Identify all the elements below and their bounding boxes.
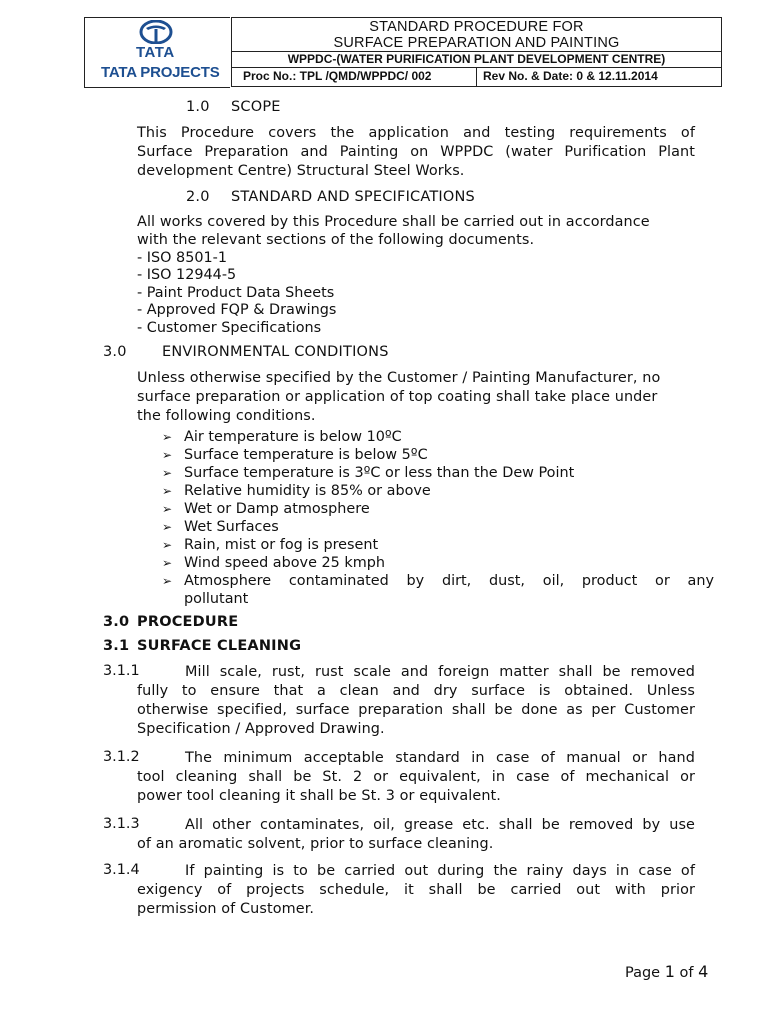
document-subtitle: WPPDC-(WATER PURIFICATION PLANT DEVELOPMENT CENTRE)	[287, 52, 666, 66]
clause-number: 3.1.2	[103, 749, 140, 765]
paragraph-line: tool cleaning shall be St. 2 or equivalent, in case of mechanical or	[137, 769, 695, 785]
paragraph-line: development Centre) Structural Steel Works.	[137, 163, 465, 179]
arrow-bullet-icon: ➢	[162, 556, 173, 570]
section-title: SURFACE CLEANING	[137, 638, 302, 654]
clause-paragraph	[137, 749, 695, 806]
list-item: - Approved FQP & Drawings	[137, 302, 337, 319]
section-heading-procedure	[103, 614, 238, 630]
section-number: 1.0	[186, 99, 210, 115]
list-item: ➢ Wind speed above 25 kmph	[162, 555, 385, 571]
page-number-footer	[625, 962, 708, 981]
list-item: - Paint Product Data Sheets	[137, 284, 335, 301]
section-number: 3.0	[103, 614, 130, 630]
logo-tata-text: TATA	[136, 44, 175, 61]
standards-list	[137, 250, 336, 337]
list-item	[162, 572, 714, 608]
paragraph-line: of an aromatic solvent, prior to surface cleaning.	[137, 836, 494, 852]
paragraph-line: exigency of projects schedule, it shall be carried out with prior	[137, 882, 695, 898]
revision-number-date: Rev No. & Date: 0 & 12.11.2014	[483, 69, 658, 83]
list-item: ➢ Wet Surfaces	[162, 519, 279, 535]
arrow-bullet-icon: ➢	[162, 484, 173, 498]
list-item: - ISO 8501-1	[137, 250, 228, 266]
page-of-label: of	[679, 965, 694, 981]
section-title: ENVIRONMENTAL CONDITIONS	[162, 344, 389, 360]
company-logo	[84, 17, 230, 88]
bullet-line: pollutant	[184, 591, 249, 607]
section-title: SCOPE	[231, 99, 281, 115]
document-subtitle-cell	[231, 51, 722, 68]
clause-number: 3.1.3	[103, 816, 140, 832]
paragraph-line: Unless otherwise specified by the Customer / Painting Manufacturer, no	[137, 370, 661, 386]
paragraph-line: Mill scale, rust, rust scale and foreign matter shall be removed	[185, 664, 695, 680]
tata-emblem-icon	[139, 20, 173, 44]
arrow-bullet-icon: ➢	[162, 520, 173, 534]
procedure-number: Proc No.: TPL /QMD/WPPDC/ 002	[243, 69, 432, 83]
clause-paragraph	[137, 862, 695, 919]
section-heading-standards	[186, 189, 475, 205]
paragraph-line: fully to ensure that a clean and dry surface is obtained. Unless	[137, 683, 695, 699]
paragraph-line: otherwise specified, surface preparation shall be done as per Customer	[137, 702, 695, 718]
document-header	[84, 17, 721, 88]
scope-paragraph	[137, 124, 695, 181]
list-item: ➢ Air temperature is below 10ºC	[162, 429, 402, 445]
arrow-bullet-icon: ➢	[162, 574, 173, 588]
list-item: ➢ Surface temperature is below 5ºC	[162, 447, 428, 463]
list-item: ➢ Rain, mist or fog is present	[162, 537, 379, 553]
document-title-line1: STANDARD PROCEDURE FOR	[369, 19, 584, 35]
page-total: 4	[698, 962, 709, 981]
section-heading-scope	[186, 99, 281, 115]
arrow-bullet-icon: ➢	[162, 538, 173, 552]
paragraph-line: If painting is to be carried out during the rainy days in case of	[185, 863, 695, 879]
document-title-line2: SURFACE PREPARATION AND PAINTING	[333, 35, 620, 51]
section-heading-surface-cleaning	[103, 638, 301, 654]
logo-tata-projects-text: TATA PROJECTS	[101, 64, 220, 81]
clause-number: 3.1.1	[103, 663, 140, 679]
list-item: - ISO 12944-5	[137, 267, 237, 284]
paragraph-line: All other contaminates, oil, grease etc. shall be removed by use	[185, 817, 695, 833]
paragraph-line: power tool cleaning it shall be St. 3 or equivalent.	[137, 788, 501, 804]
page-current: 1	[664, 962, 675, 981]
procedure-number-cell	[231, 68, 477, 87]
arrow-bullet-icon: ➢	[162, 448, 173, 462]
section-heading-environment	[103, 344, 389, 360]
clause-paragraph	[137, 816, 695, 854]
section-title: PROCEDURE	[137, 614, 239, 630]
environment-intro	[137, 369, 697, 426]
document-title-cell	[231, 17, 722, 52]
paragraph-line: The minimum acceptable standard in case of manual or hand	[185, 750, 695, 766]
arrow-bullet-icon: ➢	[162, 430, 173, 444]
section-title: STANDARD AND SPECIFICATIONS	[231, 189, 475, 205]
standards-intro	[137, 213, 697, 249]
section-number: 3.0	[103, 344, 127, 360]
paragraph-line: This Procedure covers the application and testing requirements of	[137, 125, 695, 141]
page-label: Page	[625, 965, 661, 981]
paragraph-line: Specification / Approved Drawing.	[137, 721, 385, 737]
paragraph-line: All works covered by this Procedure shall be carried out in accordance	[137, 214, 650, 230]
arrow-bullet-icon: ➢	[162, 502, 173, 516]
paragraph-line: the following conditions.	[137, 408, 316, 424]
revision-cell	[476, 68, 722, 87]
section-number: 3.1	[103, 638, 130, 654]
clause-paragraph	[137, 663, 695, 739]
paragraph-line: permission of Customer.	[137, 901, 315, 917]
list-item: ➢ Relative humidity is 85% or above	[162, 483, 431, 499]
environment-conditions-list	[162, 428, 714, 608]
list-item: ➢ Surface temperature is 3ºC or less than the Dew Point	[162, 465, 575, 481]
clause-number: 3.1.4	[103, 862, 140, 878]
arrow-bullet-icon: ➢	[162, 466, 173, 480]
paragraph-line: surface preparation or application of top coating shall take place under	[137, 389, 658, 405]
list-item: - Customer Specifications	[137, 319, 322, 336]
list-item: ➢ Wet or Damp atmosphere	[162, 501, 370, 517]
paragraph-line: Surface Preparation and Painting on WPPDC (water Purification Plant	[137, 144, 695, 160]
bullet-line: Atmosphere contaminated by dirt, dust, oil, product or any	[184, 573, 714, 589]
paragraph-line: with the relevant sections of the following documents.	[137, 232, 535, 248]
section-number: 2.0	[186, 189, 210, 205]
